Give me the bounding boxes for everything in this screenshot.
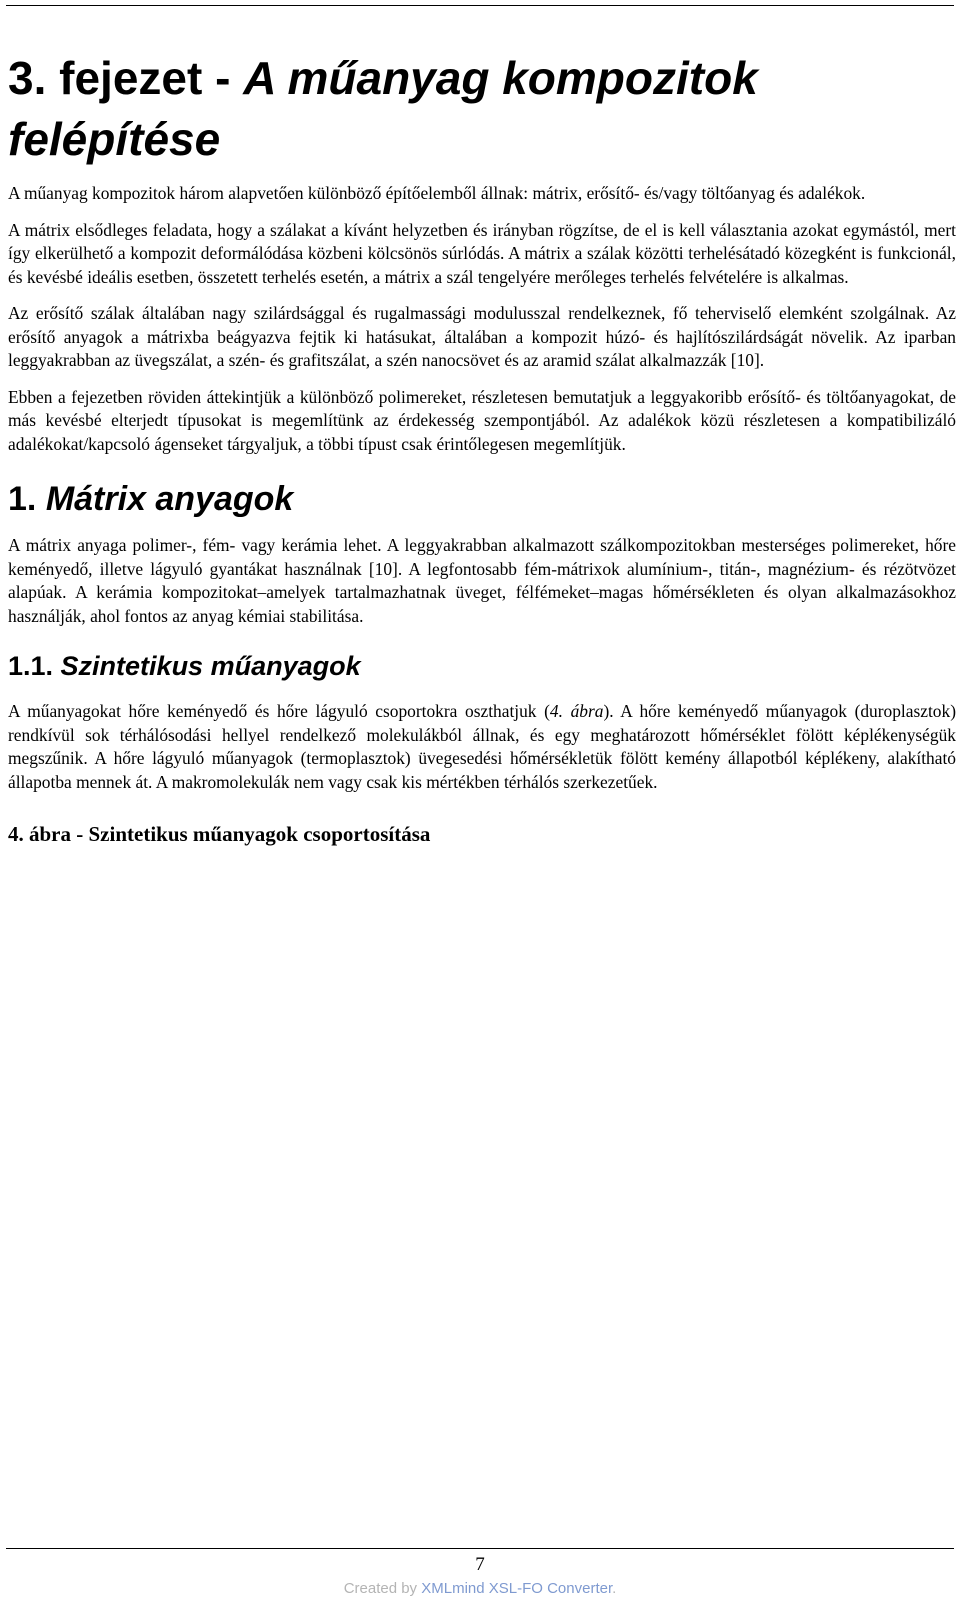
subsection-heading-synthetic bbox=[8, 649, 956, 683]
chapter-title bbox=[8, 48, 956, 170]
credit-prefix: Created by bbox=[343, 1580, 422, 1597]
page-content bbox=[8, 48, 956, 848]
paragraph-matrix-materials: A mátrix anyaga polimer-, fém- vagy kerámia lehet. A leggyakrabban alkalmazott szálkompozitokban mesterséges polimereket, hőre keményedő, illetve lágyuló gyantákat használnak [10]. A legfontosabb fém-mátrixok alumínium-, titán-, magnézium- és rézötvözet alapúak. A kerámia kompozitokat–amelyek tartalmazhatnak üveget, félfémeket–magas hőmérsékleten és olyan alkalmazásokhoz használják, ahol fontos az anyag kémiai stabilitása. bbox=[8, 535, 956, 626]
section-heading-matrix bbox=[8, 479, 956, 519]
subsection-title: Szintetikus műanyagok bbox=[60, 651, 361, 681]
footer-credit bbox=[0, 1579, 960, 1599]
credit-brand-link[interactable]: XMLmind XSL-FO Converter bbox=[421, 1580, 613, 1597]
chapter-number: 3. fejezet - bbox=[8, 52, 244, 104]
paragraph-chapter-overview: Ebben a fejezetben röviden áttekintjük a különböző polimereket, részletesen bemutatjuk a leggyakoribb erősítő- és töltőanyagokat, de más kevésbé elterjedt típusokat is megemlítünk az érdekesség szempontjából. Az adalékok közü részletesen a kompatibilizáló adalékokat/kapcsoló ágenseket tárgyaljuk, a többi típust csak érintőlegesen megemlítjük. bbox=[8, 386, 956, 454]
paragraph-text-end: ). A hőre keményedő műanyagok (duroplasztok) rendkívül sok térhálósodási hellyel rendelkező molekulákból állnak, és egy meghatározott hőmérséklet fölött képlékenységük megszűnik. A hőre lágyuló műanyagok (termoplasztok) üvegesedési hőmérsékletük fölött kemény állapotból képlékeny, alakítható állapotba mennek át. A makromolekulák nem vagy csak kis mértékben térhálós szerkezetűek. bbox=[8, 701, 956, 792]
paragraph-matrix-role: A mátrix elsődleges feladata, hogy a szálakat a kívánt helyzetben és irányban rögzítse, de el is kell választania azokat egymástól, mert így elkerülhető a kompozit deformálódása közbeni kölcsönös súrlódás. A mátrix a szálak közötti terhelésátadó közegként is funkcionál, és kevésbé ideális esetben, összetett terhelés esetén, a mátrix a szál tengelyére merőleges terhelés felvételére is alkalmas. bbox=[8, 219, 956, 287]
subsection-number: 1.1. bbox=[8, 651, 61, 681]
section-title: Mátrix anyagok bbox=[45, 480, 294, 518]
paragraph-synthetic-plastics bbox=[8, 700, 956, 794]
figure-caption: 4. ábra - Szintetikus műanyagok csoportosítása bbox=[8, 822, 431, 846]
chapter-title-text: A műanyag kompozitok felépítése bbox=[8, 52, 758, 165]
paragraph-fibers: Az erősítő szálak általában nagy szilárdsággal és rugalmassági modulusszal rendelkeznek, fő teherviselő elemként szolgálnak. Az erősítő anyagok a mátrixba beágyazva fejtik ki hatásukat, általában a kompozit húzó- és hajlítószilárdságát növelik. Az iparban leggyakrabban az üvegszálat, a szén- és grafitszálat, a szén nanocsövet és az aramid szálat alkalmazzák [10]. bbox=[8, 303, 956, 370]
paragraph-text-start: A műanyagokat hőre keményedő és hőre lágyuló csoportokra oszthatjuk ( bbox=[8, 701, 550, 721]
section-number: 1. bbox=[8, 480, 46, 518]
footer-rule bbox=[6, 1548, 954, 1549]
figure-reference-link[interactable]: 4. ábra bbox=[549, 701, 604, 721]
paragraph-intro: A műanyag kompozitok három alapvetően különböző építőelemből állnak: mátrix, erősítő- és/vagy töltőanyag és adalékok. bbox=[8, 183, 866, 203]
credit-suffix: . bbox=[612, 1580, 617, 1597]
page-number: 7 bbox=[475, 1554, 485, 1575]
top-rule bbox=[6, 5, 954, 6]
